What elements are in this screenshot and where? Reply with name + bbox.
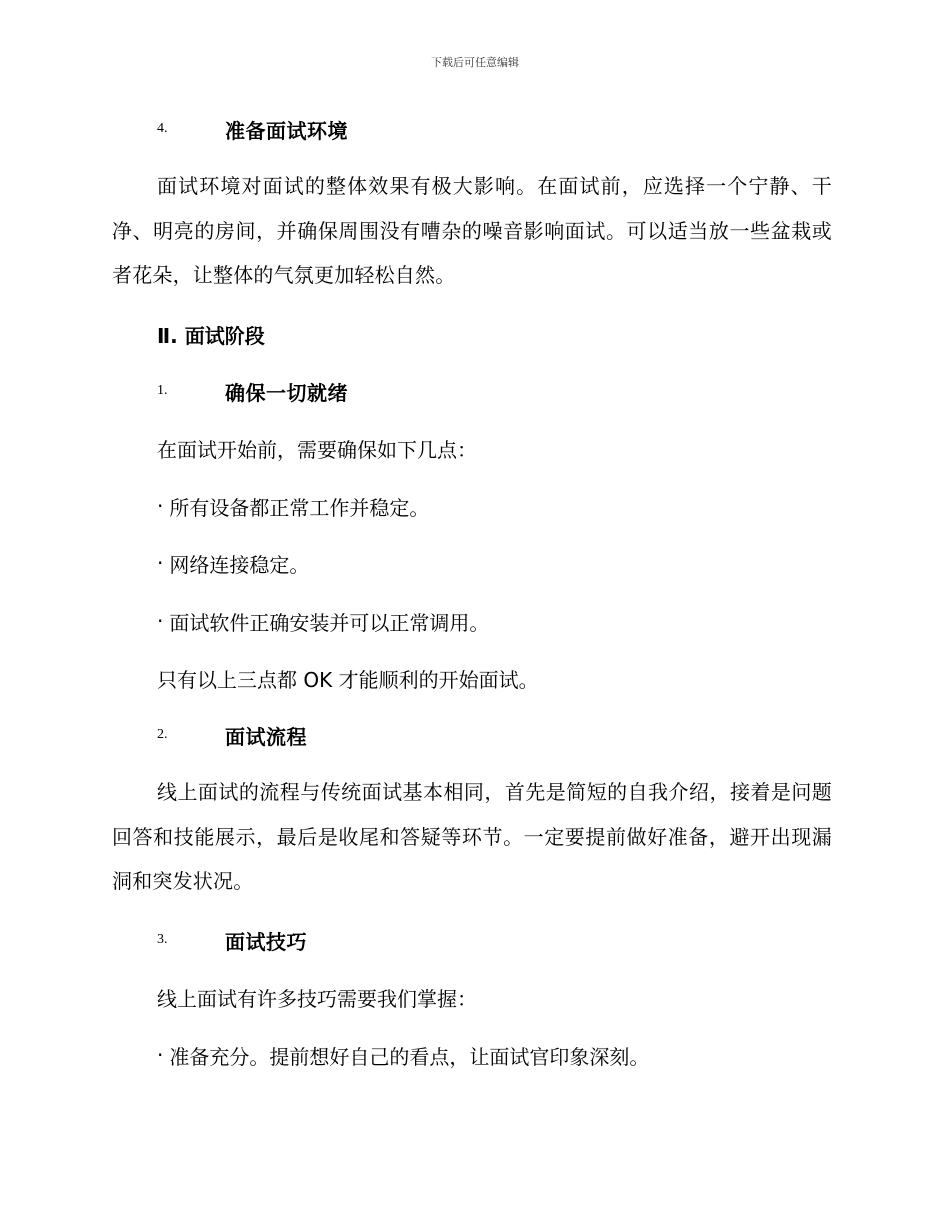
page-header-note: 下载后可任意编辑	[431, 56, 519, 69]
paragraph-environment: 面试环境对面试的整体效果有极大影响。在面试前，应选择一个宁静、干净、明亮的房间，并确保周围没有嘈杂的噪音影响面试。可以适当放一些盆栽或者花朵，让整体的气氛更加轻松自然。	[112, 174, 832, 287]
list-item	[157, 491, 429, 521]
list-item-text: 网络连接稳定。	[169, 552, 310, 577]
paragraph-tips-intro: 线上面试有许多技巧需要我们掌握：	[157, 986, 477, 1011]
list-item	[157, 606, 489, 636]
bullet-icon: ·	[157, 1043, 164, 1067]
heading-title: 面试流程	[225, 724, 307, 749]
heading-ensure-ready	[157, 376, 348, 406]
list-item	[157, 548, 309, 578]
heading-title: 确保一切就绪	[225, 380, 348, 405]
list-item-text: 面试软件正确安装并可以正常调用。	[169, 610, 490, 635]
heading-number: 3.	[157, 932, 168, 947]
paragraph-ready-outro: 只有以上三点都 OK 才能顺利的开始面试。	[157, 667, 539, 692]
heading-number: 4.	[157, 121, 168, 136]
bullet-icon: ·	[157, 609, 164, 633]
heading-number: 2.	[157, 727, 168, 742]
paragraph-process: 线上面试的流程与传统面试基本相同，首先是简短的自我介绍，接着是问题回答和技能展示，最后是收尾和答疑等环节。一定要提前做好准备，避开出现漏洞和突发状况。	[112, 780, 832, 893]
list-item-text: 所有设备都正常工作并稳定。	[169, 495, 430, 520]
bullet-icon: ·	[157, 551, 164, 575]
list-item	[157, 1040, 649, 1070]
heading-interview-process	[157, 720, 307, 750]
bullet-icon: ·	[157, 494, 164, 518]
heading-title: 准备面试环境	[225, 118, 348, 143]
heading-prepare-environment	[157, 114, 348, 144]
heading-title: 面试技巧	[225, 929, 307, 954]
heading-number: 1.	[157, 383, 168, 398]
heading-interview-tips	[157, 925, 307, 955]
paragraph-ready-intro: 在面试开始前，需要确保如下几点：	[157, 437, 477, 462]
list-item-text: 准备充分。提前想好自己的看点，让面试官印象深刻。	[169, 1044, 650, 1069]
section-title-interview-stage: Ⅱ. 面试阶段	[157, 323, 265, 348]
